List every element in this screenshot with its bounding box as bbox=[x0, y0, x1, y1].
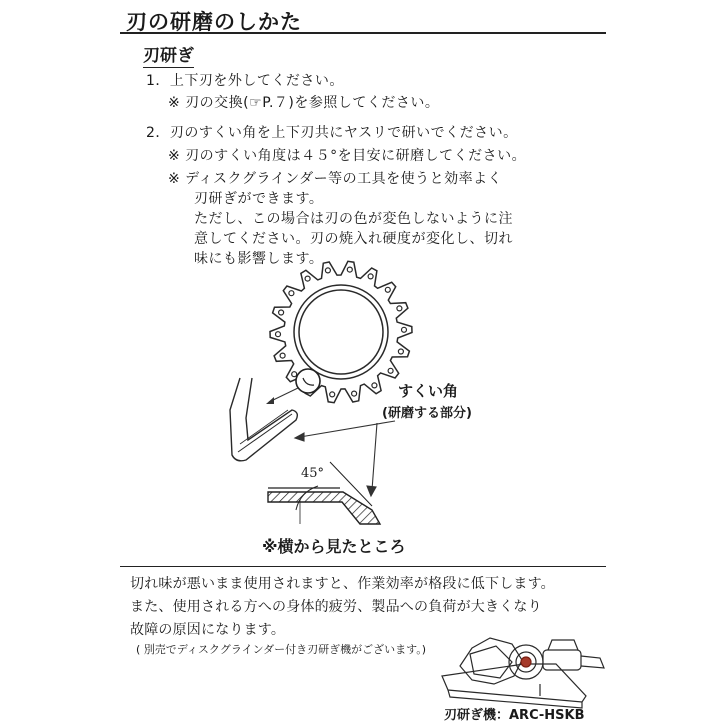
machine-caption: 刃研ぎ機：ARC-HSKB bbox=[444, 708, 585, 723]
gear-hole-icon bbox=[402, 327, 407, 332]
gear-hole-icon bbox=[330, 392, 335, 397]
gear-hole-icon bbox=[292, 372, 297, 377]
step-2-note-grinder-line-4: 意してください。刃の焼入れ硬度が変化し、切れ bbox=[194, 231, 513, 247]
gear-hole-icons bbox=[276, 267, 407, 397]
angle-label: 45° bbox=[301, 466, 325, 481]
step-2-note-grinder-line-2: 刃研ぎができます。 bbox=[194, 191, 324, 207]
gear-hole-icon bbox=[388, 368, 393, 373]
gear-hole-icon bbox=[289, 291, 294, 296]
gear-hole-icon bbox=[398, 349, 403, 354]
rake-arrows bbox=[295, 421, 395, 496]
gear-blade-icon bbox=[270, 261, 412, 402]
step-2-note-grinder-line-3: ただし、この場合は刃の色が変色しないように注 bbox=[194, 211, 513, 227]
step-2-text: 2．刃のすくい角を上下刃共にヤスリで研いでください。 bbox=[146, 125, 518, 141]
step-2-note-grinder-line-1: ※ ディスクグラインダー等の工具を使うと効率よく bbox=[168, 171, 503, 187]
side-view-label: ※横から見たところ bbox=[262, 537, 406, 556]
gear-hole-icon bbox=[276, 332, 281, 337]
rake-angle-sublabel: (研磨する部分) bbox=[382, 406, 472, 421]
footer-section bbox=[120, 566, 606, 724]
step-1-note: ※ 刃の交換(☞P.７)を参照してください。 bbox=[168, 95, 440, 111]
footer-line-1: 切れ味が悪いまま使用されますと、作業効率が格段に低下します。 bbox=[130, 576, 555, 592]
gear-hole-icon bbox=[372, 383, 377, 388]
step-2-note-angle: ※ 刃のすくい角度は４５°を目安に研磨してください。 bbox=[168, 148, 527, 164]
footer-line-3: 故障の原因になります。 bbox=[130, 622, 286, 638]
gear-hole-icon bbox=[280, 353, 285, 358]
gear-hole-icon bbox=[385, 287, 390, 292]
gear-hole-icon bbox=[305, 276, 310, 281]
magnifier-circle-icon bbox=[296, 369, 320, 393]
footer-note: ( 別売でディスクグラインダー付き刃研ぎ機がございます。) bbox=[136, 643, 427, 656]
gear-hole-icon bbox=[325, 268, 330, 273]
section-heading: 刃研ぎ bbox=[143, 41, 194, 68]
footer-line-2: また、使用される方への身体的疲労、製品への負荷が大きくなり bbox=[130, 599, 542, 615]
gear-hole-icon bbox=[352, 391, 357, 396]
gear-hole-icon bbox=[397, 306, 402, 311]
gear-hole-icon bbox=[368, 274, 373, 279]
step-1-text: 1．上下刃を外してください。 bbox=[146, 73, 344, 89]
gear-hole-icon bbox=[279, 310, 284, 315]
rake-angle-label: すくい角 bbox=[398, 382, 459, 400]
page-title: 刃の研磨のしかた bbox=[126, 10, 302, 34]
gear-hole-icon bbox=[347, 267, 352, 272]
zoomed-tooth-icon bbox=[230, 378, 297, 461]
step-2-note-grinder-line-5: 味にも影響します。 bbox=[194, 251, 324, 267]
